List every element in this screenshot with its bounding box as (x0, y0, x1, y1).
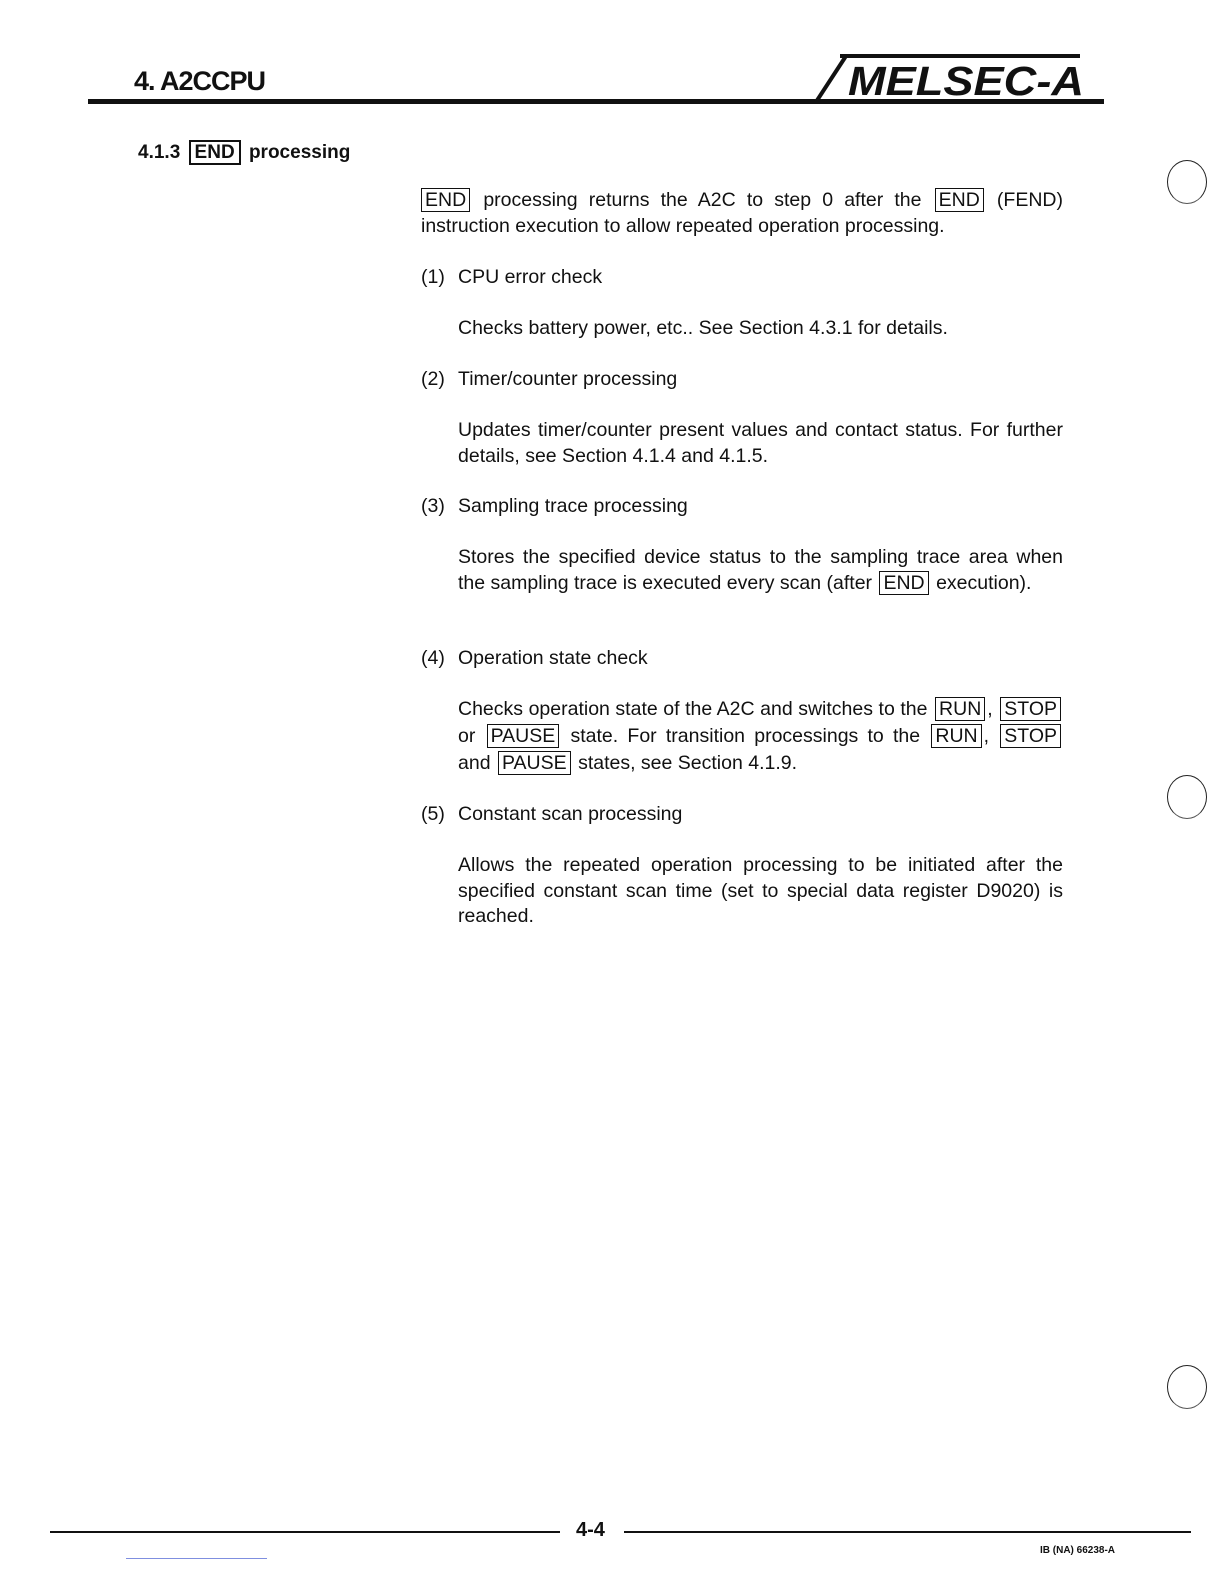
binder-hole-icon (1167, 775, 1207, 819)
list-item-description: Updates timer/counter present values and contact status. For further details, see Section 4.1.4 and 4.1.5. (458, 419, 1063, 467)
stop-key-box: STOP (1000, 697, 1061, 721)
binder-hole-icon (1167, 1365, 1207, 1409)
stop-key-box: STOP (1000, 724, 1061, 748)
page-number: 4-4 (576, 1519, 605, 1541)
chapter-title: 4. A2CCPU (134, 66, 266, 96)
end-key-box: END (421, 188, 470, 212)
end-key-box: END (935, 188, 984, 212)
footer-rule (624, 1531, 1191, 1533)
list-item-description: Checks battery power, etc.. See Section 4.3.1 for details. (458, 317, 948, 339)
pause-key-box: PAUSE (498, 751, 571, 775)
logo-text: MELSEC-A (848, 58, 1084, 104)
end-key-box: END (189, 140, 241, 165)
list-item-title: (1) CPU error check (421, 266, 603, 288)
document-id: IB (NA) 66238-A (1040, 1545, 1116, 1556)
section-number: 4.1.3 (138, 142, 181, 163)
pause-key-box: PAUSE (487, 724, 560, 748)
section-title: processing (248, 142, 351, 163)
melsec-logo (812, 50, 1104, 110)
footer-rule (50, 1531, 560, 1533)
binder-hole-icon (1167, 160, 1207, 204)
list-item-description: Checks operation state of the A2C and switches to the RUN , STOP or PAUSE state. For transition processings to the RUN , STOP and PAUSE states, see Section 4.1.9. (458, 696, 1063, 777)
list-item-title: (5) Constant scan processing (421, 803, 683, 825)
list-item-description: Allows the repeated operation processing to be initiated after the specified constant scan time (set to special data register D9020) is reached. (458, 854, 1063, 927)
list-item-title: (3) Sampling trace processing (421, 495, 688, 517)
list-item-description: Stores the specified device status to the sampling trace area when the sampling trace is executed every scan (after END execution). (458, 546, 1063, 594)
list-item-title: (4) Operation state check (421, 647, 648, 669)
intro-paragraph: END processing returns the A2C to step 0 after the END (FEND) instruction execution to allow repeated operation processing. (421, 189, 1063, 237)
section-heading (138, 140, 350, 165)
end-key-box: END (879, 571, 928, 595)
run-key-box: RUN (931, 724, 981, 748)
scan-artifact-line (126, 1558, 267, 1559)
list-item-title: (2) Timer/counter processing (421, 368, 678, 390)
run-key-box: RUN (935, 697, 985, 721)
